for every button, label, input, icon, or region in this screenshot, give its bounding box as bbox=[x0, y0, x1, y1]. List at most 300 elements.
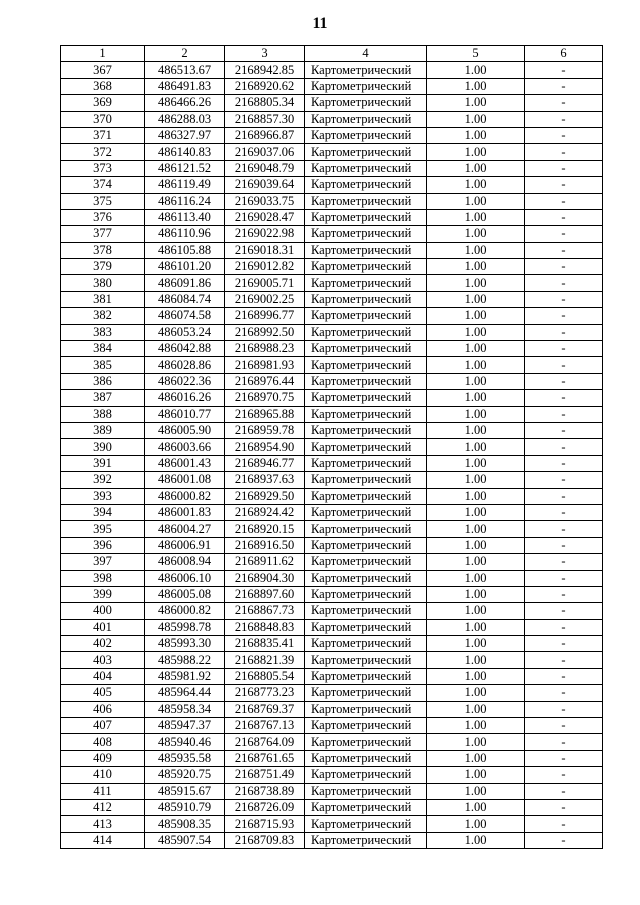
description-cell: - bbox=[525, 357, 603, 373]
table-row bbox=[61, 160, 603, 176]
table-row bbox=[61, 586, 603, 602]
x-coordinate-cell: 486022.36 bbox=[145, 373, 225, 389]
description-cell: - bbox=[525, 619, 603, 635]
description-cell: - bbox=[525, 701, 603, 717]
y-coordinate-cell: 2168709.83 bbox=[225, 832, 305, 848]
x-coordinate-cell: 486110.96 bbox=[145, 226, 225, 242]
description-cell: - bbox=[525, 718, 603, 734]
accuracy-cell: 1.00 bbox=[427, 718, 525, 734]
description-cell: - bbox=[525, 308, 603, 324]
method-cell: Картометрический bbox=[305, 718, 427, 734]
method-cell: Картометрический bbox=[305, 488, 427, 504]
table-row bbox=[61, 603, 603, 619]
accuracy-cell: 1.00 bbox=[427, 373, 525, 389]
table-row bbox=[61, 357, 603, 373]
accuracy-cell: 1.00 bbox=[427, 324, 525, 340]
method-cell: Картометрический bbox=[305, 701, 427, 717]
table-row bbox=[61, 341, 603, 357]
point-number-cell: 412 bbox=[61, 799, 145, 815]
table-row bbox=[61, 718, 603, 734]
table-row bbox=[61, 242, 603, 258]
accuracy-cell: 1.00 bbox=[427, 472, 525, 488]
point-number-cell: 384 bbox=[61, 341, 145, 357]
point-number-cell: 383 bbox=[61, 324, 145, 340]
table-row bbox=[61, 472, 603, 488]
point-number-cell: 411 bbox=[61, 783, 145, 799]
y-coordinate-cell: 2169037.06 bbox=[225, 144, 305, 160]
x-coordinate-cell: 486005.08 bbox=[145, 586, 225, 602]
method-cell: Картометрический bbox=[305, 373, 427, 389]
description-cell: - bbox=[525, 144, 603, 160]
y-coordinate-cell: 2168773.23 bbox=[225, 685, 305, 701]
table-row bbox=[61, 750, 603, 766]
accuracy-cell: 1.00 bbox=[427, 685, 525, 701]
accuracy-cell: 1.00 bbox=[427, 799, 525, 815]
y-coordinate-cell: 2168857.30 bbox=[225, 111, 305, 127]
description-cell: - bbox=[525, 95, 603, 111]
y-coordinate-cell: 2169012.82 bbox=[225, 259, 305, 275]
accuracy-cell: 1.00 bbox=[427, 767, 525, 783]
table-row bbox=[61, 504, 603, 520]
y-coordinate-cell: 2168904.30 bbox=[225, 570, 305, 586]
x-coordinate-cell: 486008.94 bbox=[145, 554, 225, 570]
accuracy-cell: 1.00 bbox=[427, 259, 525, 275]
x-coordinate-cell: 485915.67 bbox=[145, 783, 225, 799]
description-cell: - bbox=[525, 750, 603, 766]
description-cell: - bbox=[525, 209, 603, 225]
page-number: 11 bbox=[312, 15, 328, 32]
method-cell: Картометрический bbox=[305, 324, 427, 340]
description-cell: - bbox=[525, 111, 603, 127]
y-coordinate-cell: 2169028.47 bbox=[225, 209, 305, 225]
accuracy-cell: 1.00 bbox=[427, 406, 525, 422]
x-coordinate-cell: 486006.10 bbox=[145, 570, 225, 586]
x-coordinate-cell: 486005.90 bbox=[145, 422, 225, 438]
table-row bbox=[61, 734, 603, 750]
point-number-cell: 396 bbox=[61, 537, 145, 553]
y-coordinate-cell: 2168942.85 bbox=[225, 62, 305, 78]
point-number-cell: 380 bbox=[61, 275, 145, 291]
method-cell: Картометрический bbox=[305, 816, 427, 832]
accuracy-cell: 1.00 bbox=[427, 111, 525, 127]
table-row bbox=[61, 177, 603, 193]
y-coordinate-cell: 2168911.62 bbox=[225, 554, 305, 570]
accuracy-cell: 1.00 bbox=[427, 308, 525, 324]
method-cell: Картометрический bbox=[305, 209, 427, 225]
y-coordinate-cell: 2168726.09 bbox=[225, 799, 305, 815]
table-row bbox=[61, 668, 603, 684]
table-header bbox=[61, 46, 603, 62]
point-number-cell: 401 bbox=[61, 619, 145, 635]
description-cell: - bbox=[525, 816, 603, 832]
description-cell: - bbox=[525, 472, 603, 488]
method-cell: Картометрический bbox=[305, 734, 427, 750]
x-coordinate-cell: 486003.66 bbox=[145, 439, 225, 455]
method-cell: Картометрический bbox=[305, 439, 427, 455]
accuracy-cell: 1.00 bbox=[427, 504, 525, 520]
method-cell: Картометрический bbox=[305, 242, 427, 258]
x-coordinate-cell: 485908.35 bbox=[145, 816, 225, 832]
table-row bbox=[61, 455, 603, 471]
method-cell: Картометрический bbox=[305, 226, 427, 242]
y-coordinate-cell: 2168767.13 bbox=[225, 718, 305, 734]
method-cell: Картометрический bbox=[305, 668, 427, 684]
method-cell: Картометрический bbox=[305, 603, 427, 619]
point-number-cell: 387 bbox=[61, 390, 145, 406]
point-number-cell: 399 bbox=[61, 586, 145, 602]
y-coordinate-cell: 2168976.44 bbox=[225, 373, 305, 389]
x-coordinate-cell: 486053.24 bbox=[145, 324, 225, 340]
accuracy-cell: 1.00 bbox=[427, 160, 525, 176]
table-row bbox=[61, 95, 603, 111]
method-cell: Картометрический bbox=[305, 652, 427, 668]
table-row bbox=[61, 193, 603, 209]
x-coordinate-cell: 486116.24 bbox=[145, 193, 225, 209]
description-cell: - bbox=[525, 652, 603, 668]
method-cell: Картометрический bbox=[305, 767, 427, 783]
method-cell: Картометрический bbox=[305, 750, 427, 766]
y-coordinate-cell: 2169048.79 bbox=[225, 160, 305, 176]
description-cell: - bbox=[525, 636, 603, 652]
point-number-cell: 377 bbox=[61, 226, 145, 242]
point-number-cell: 368 bbox=[61, 78, 145, 94]
point-number-cell: 395 bbox=[61, 521, 145, 537]
y-coordinate-cell: 2168916.50 bbox=[225, 537, 305, 553]
accuracy-cell: 1.00 bbox=[427, 439, 525, 455]
x-coordinate-cell: 485940.46 bbox=[145, 734, 225, 750]
description-cell: - bbox=[525, 160, 603, 176]
table-row bbox=[61, 521, 603, 537]
table-row bbox=[61, 439, 603, 455]
description-cell: - bbox=[525, 767, 603, 783]
method-cell: Картометрический bbox=[305, 357, 427, 373]
y-coordinate-cell: 2168996.77 bbox=[225, 308, 305, 324]
description-cell: - bbox=[525, 62, 603, 78]
point-number-cell: 404 bbox=[61, 668, 145, 684]
method-cell: Картометрический bbox=[305, 275, 427, 291]
table-row bbox=[61, 373, 603, 389]
point-number-cell: 403 bbox=[61, 652, 145, 668]
y-coordinate-cell: 2168848.83 bbox=[225, 619, 305, 635]
x-coordinate-cell: 485958.34 bbox=[145, 701, 225, 717]
table-row bbox=[61, 554, 603, 570]
table-row bbox=[61, 144, 603, 160]
table-row bbox=[61, 799, 603, 815]
method-cell: Картометрический bbox=[305, 832, 427, 848]
method-cell: Картометрический bbox=[305, 390, 427, 406]
y-coordinate-cell: 2168920.62 bbox=[225, 78, 305, 94]
table-row bbox=[61, 127, 603, 143]
y-coordinate-cell: 2168715.93 bbox=[225, 816, 305, 832]
accuracy-cell: 1.00 bbox=[427, 127, 525, 143]
y-coordinate-cell: 2168751.49 bbox=[225, 767, 305, 783]
table-row bbox=[61, 324, 603, 340]
description-cell: - bbox=[525, 439, 603, 455]
point-number-cell: 386 bbox=[61, 373, 145, 389]
method-cell: Картометрический bbox=[305, 685, 427, 701]
column-header-4: 4 bbox=[305, 46, 427, 62]
accuracy-cell: 1.00 bbox=[427, 422, 525, 438]
x-coordinate-cell: 485998.78 bbox=[145, 619, 225, 635]
accuracy-cell: 1.00 bbox=[427, 734, 525, 750]
description-cell: - bbox=[525, 406, 603, 422]
table-row bbox=[61, 619, 603, 635]
accuracy-cell: 1.00 bbox=[427, 570, 525, 586]
y-coordinate-cell: 2168821.39 bbox=[225, 652, 305, 668]
method-cell: Картометрический bbox=[305, 160, 427, 176]
accuracy-cell: 1.00 bbox=[427, 275, 525, 291]
accuracy-cell: 1.00 bbox=[427, 586, 525, 602]
point-number-cell: 406 bbox=[61, 701, 145, 717]
point-number-cell: 408 bbox=[61, 734, 145, 750]
y-coordinate-cell: 2168954.90 bbox=[225, 439, 305, 455]
point-number-cell: 389 bbox=[61, 422, 145, 438]
accuracy-cell: 1.00 bbox=[427, 636, 525, 652]
table-row bbox=[61, 390, 603, 406]
table-row bbox=[61, 111, 603, 127]
description-cell: - bbox=[525, 603, 603, 619]
description-cell: - bbox=[525, 783, 603, 799]
method-cell: Картометрический bbox=[305, 95, 427, 111]
column-header-3: 3 bbox=[225, 46, 305, 62]
point-number-cell: 409 bbox=[61, 750, 145, 766]
y-coordinate-cell: 2168897.60 bbox=[225, 586, 305, 602]
column-header-2: 2 bbox=[145, 46, 225, 62]
description-cell: - bbox=[525, 259, 603, 275]
column-header-6: 6 bbox=[525, 46, 603, 62]
description-cell: - bbox=[525, 242, 603, 258]
table-row bbox=[61, 422, 603, 438]
description-cell: - bbox=[525, 537, 603, 553]
x-coordinate-cell: 486001.08 bbox=[145, 472, 225, 488]
point-number-cell: 376 bbox=[61, 209, 145, 225]
accuracy-cell: 1.00 bbox=[427, 226, 525, 242]
point-number-cell: 393 bbox=[61, 488, 145, 504]
x-coordinate-cell: 485993.30 bbox=[145, 636, 225, 652]
table-row bbox=[61, 636, 603, 652]
table-body bbox=[61, 62, 603, 849]
description-cell: - bbox=[525, 422, 603, 438]
method-cell: Картометрический bbox=[305, 570, 427, 586]
point-number-cell: 372 bbox=[61, 144, 145, 160]
accuracy-cell: 1.00 bbox=[427, 668, 525, 684]
description-cell: - bbox=[525, 554, 603, 570]
table-row bbox=[61, 406, 603, 422]
method-cell: Картометрический bbox=[305, 422, 427, 438]
method-cell: Картометрический bbox=[305, 455, 427, 471]
method-cell: Картометрический bbox=[305, 504, 427, 520]
method-cell: Картометрический bbox=[305, 783, 427, 799]
table-row bbox=[61, 291, 603, 307]
x-coordinate-cell: 486140.83 bbox=[145, 144, 225, 160]
point-number-cell: 413 bbox=[61, 816, 145, 832]
y-coordinate-cell: 2168988.23 bbox=[225, 341, 305, 357]
y-coordinate-cell: 2168981.93 bbox=[225, 357, 305, 373]
method-cell: Картометрический bbox=[305, 341, 427, 357]
x-coordinate-cell: 485947.37 bbox=[145, 718, 225, 734]
x-coordinate-cell: 486001.43 bbox=[145, 455, 225, 471]
x-coordinate-cell: 486513.67 bbox=[145, 62, 225, 78]
accuracy-cell: 1.00 bbox=[427, 390, 525, 406]
x-coordinate-cell: 486466.26 bbox=[145, 95, 225, 111]
x-coordinate-cell: 486001.83 bbox=[145, 504, 225, 520]
description-cell: - bbox=[525, 488, 603, 504]
description-cell: - bbox=[525, 226, 603, 242]
method-cell: Картометрический bbox=[305, 472, 427, 488]
coordinates-table bbox=[60, 45, 603, 849]
x-coordinate-cell: 486006.91 bbox=[145, 537, 225, 553]
x-coordinate-cell: 486091.86 bbox=[145, 275, 225, 291]
table-row bbox=[61, 767, 603, 783]
point-number-cell: 382 bbox=[61, 308, 145, 324]
y-coordinate-cell: 2168769.37 bbox=[225, 701, 305, 717]
accuracy-cell: 1.00 bbox=[427, 78, 525, 94]
point-number-cell: 394 bbox=[61, 504, 145, 520]
y-coordinate-cell: 2168959.78 bbox=[225, 422, 305, 438]
method-cell: Картометрический bbox=[305, 308, 427, 324]
x-coordinate-cell: 485907.54 bbox=[145, 832, 225, 848]
accuracy-cell: 1.00 bbox=[427, 95, 525, 111]
method-cell: Картометрический bbox=[305, 111, 427, 127]
method-cell: Картометрический bbox=[305, 78, 427, 94]
table-row bbox=[61, 685, 603, 701]
accuracy-cell: 1.00 bbox=[427, 537, 525, 553]
description-cell: - bbox=[525, 455, 603, 471]
y-coordinate-cell: 2168929.50 bbox=[225, 488, 305, 504]
x-coordinate-cell: 486074.58 bbox=[145, 308, 225, 324]
description-cell: - bbox=[525, 390, 603, 406]
point-number-cell: 374 bbox=[61, 177, 145, 193]
description-cell: - bbox=[525, 668, 603, 684]
point-number-cell: 398 bbox=[61, 570, 145, 586]
y-coordinate-cell: 2169018.31 bbox=[225, 242, 305, 258]
x-coordinate-cell: 485920.75 bbox=[145, 767, 225, 783]
table-row bbox=[61, 275, 603, 291]
point-number-cell: 397 bbox=[61, 554, 145, 570]
method-cell: Картометрический bbox=[305, 636, 427, 652]
accuracy-cell: 1.00 bbox=[427, 619, 525, 635]
accuracy-cell: 1.00 bbox=[427, 209, 525, 225]
method-cell: Картометрический bbox=[305, 537, 427, 553]
description-cell: - bbox=[525, 341, 603, 357]
table-row bbox=[61, 816, 603, 832]
table-row bbox=[61, 62, 603, 78]
point-number-cell: 400 bbox=[61, 603, 145, 619]
x-coordinate-cell: 485964.44 bbox=[145, 685, 225, 701]
table-row bbox=[61, 308, 603, 324]
y-coordinate-cell: 2169033.75 bbox=[225, 193, 305, 209]
description-cell: - bbox=[525, 734, 603, 750]
point-number-cell: 381 bbox=[61, 291, 145, 307]
point-number-cell: 388 bbox=[61, 406, 145, 422]
method-cell: Картометрический bbox=[305, 521, 427, 537]
method-cell: Картометрический bbox=[305, 144, 427, 160]
x-coordinate-cell: 486084.74 bbox=[145, 291, 225, 307]
point-number-cell: 375 bbox=[61, 193, 145, 209]
y-coordinate-cell: 2168970.75 bbox=[225, 390, 305, 406]
accuracy-cell: 1.00 bbox=[427, 341, 525, 357]
y-coordinate-cell: 2168965.88 bbox=[225, 406, 305, 422]
y-coordinate-cell: 2168764.09 bbox=[225, 734, 305, 750]
description-cell: - bbox=[525, 832, 603, 848]
x-coordinate-cell: 486010.77 bbox=[145, 406, 225, 422]
column-header-1: 1 bbox=[61, 46, 145, 62]
y-coordinate-cell: 2169005.71 bbox=[225, 275, 305, 291]
x-coordinate-cell: 485988.22 bbox=[145, 652, 225, 668]
table-row bbox=[61, 701, 603, 717]
x-coordinate-cell: 486000.82 bbox=[145, 488, 225, 504]
point-number-cell: 390 bbox=[61, 439, 145, 455]
point-number-cell: 407 bbox=[61, 718, 145, 734]
description-cell: - bbox=[525, 291, 603, 307]
x-coordinate-cell: 486121.52 bbox=[145, 160, 225, 176]
table-row bbox=[61, 259, 603, 275]
header-row bbox=[61, 46, 603, 62]
y-coordinate-cell: 2168835.41 bbox=[225, 636, 305, 652]
x-coordinate-cell: 486004.27 bbox=[145, 521, 225, 537]
x-coordinate-cell: 486028.86 bbox=[145, 357, 225, 373]
x-coordinate-cell: 486491.83 bbox=[145, 78, 225, 94]
accuracy-cell: 1.00 bbox=[427, 291, 525, 307]
method-cell: Картометрический bbox=[305, 127, 427, 143]
point-number-cell: 391 bbox=[61, 455, 145, 471]
description-cell: - bbox=[525, 504, 603, 520]
description-cell: - bbox=[525, 78, 603, 94]
accuracy-cell: 1.00 bbox=[427, 357, 525, 373]
description-cell: - bbox=[525, 799, 603, 815]
description-cell: - bbox=[525, 275, 603, 291]
y-coordinate-cell: 2169039.64 bbox=[225, 177, 305, 193]
description-cell: - bbox=[525, 193, 603, 209]
x-coordinate-cell: 485910.79 bbox=[145, 799, 225, 815]
method-cell: Картометрический bbox=[305, 193, 427, 209]
x-coordinate-cell: 486101.20 bbox=[145, 259, 225, 275]
accuracy-cell: 1.00 bbox=[427, 816, 525, 832]
method-cell: Картометрический bbox=[305, 62, 427, 78]
accuracy-cell: 1.00 bbox=[427, 783, 525, 799]
table-row bbox=[61, 570, 603, 586]
accuracy-cell: 1.00 bbox=[427, 177, 525, 193]
y-coordinate-cell: 2168946.77 bbox=[225, 455, 305, 471]
x-coordinate-cell: 485981.92 bbox=[145, 668, 225, 684]
x-coordinate-cell: 486288.03 bbox=[145, 111, 225, 127]
description-cell: - bbox=[525, 324, 603, 340]
x-coordinate-cell: 486113.40 bbox=[145, 209, 225, 225]
accuracy-cell: 1.00 bbox=[427, 832, 525, 848]
point-number-cell: 414 bbox=[61, 832, 145, 848]
accuracy-cell: 1.00 bbox=[427, 701, 525, 717]
column-header-5: 5 bbox=[427, 46, 525, 62]
method-cell: Картометрический bbox=[305, 619, 427, 635]
accuracy-cell: 1.00 bbox=[427, 603, 525, 619]
point-number-cell: 370 bbox=[61, 111, 145, 127]
table-row bbox=[61, 537, 603, 553]
method-cell: Картометрический bbox=[305, 586, 427, 602]
description-cell: - bbox=[525, 127, 603, 143]
point-number-cell: 392 bbox=[61, 472, 145, 488]
method-cell: Картометрический bbox=[305, 799, 427, 815]
y-coordinate-cell: 2168966.87 bbox=[225, 127, 305, 143]
point-number-cell: 405 bbox=[61, 685, 145, 701]
accuracy-cell: 1.00 bbox=[427, 652, 525, 668]
description-cell: - bbox=[525, 177, 603, 193]
point-number-cell: 379 bbox=[61, 259, 145, 275]
y-coordinate-cell: 2168805.34 bbox=[225, 95, 305, 111]
y-coordinate-cell: 2168920.15 bbox=[225, 521, 305, 537]
point-number-cell: 373 bbox=[61, 160, 145, 176]
x-coordinate-cell: 486016.26 bbox=[145, 390, 225, 406]
accuracy-cell: 1.00 bbox=[427, 242, 525, 258]
